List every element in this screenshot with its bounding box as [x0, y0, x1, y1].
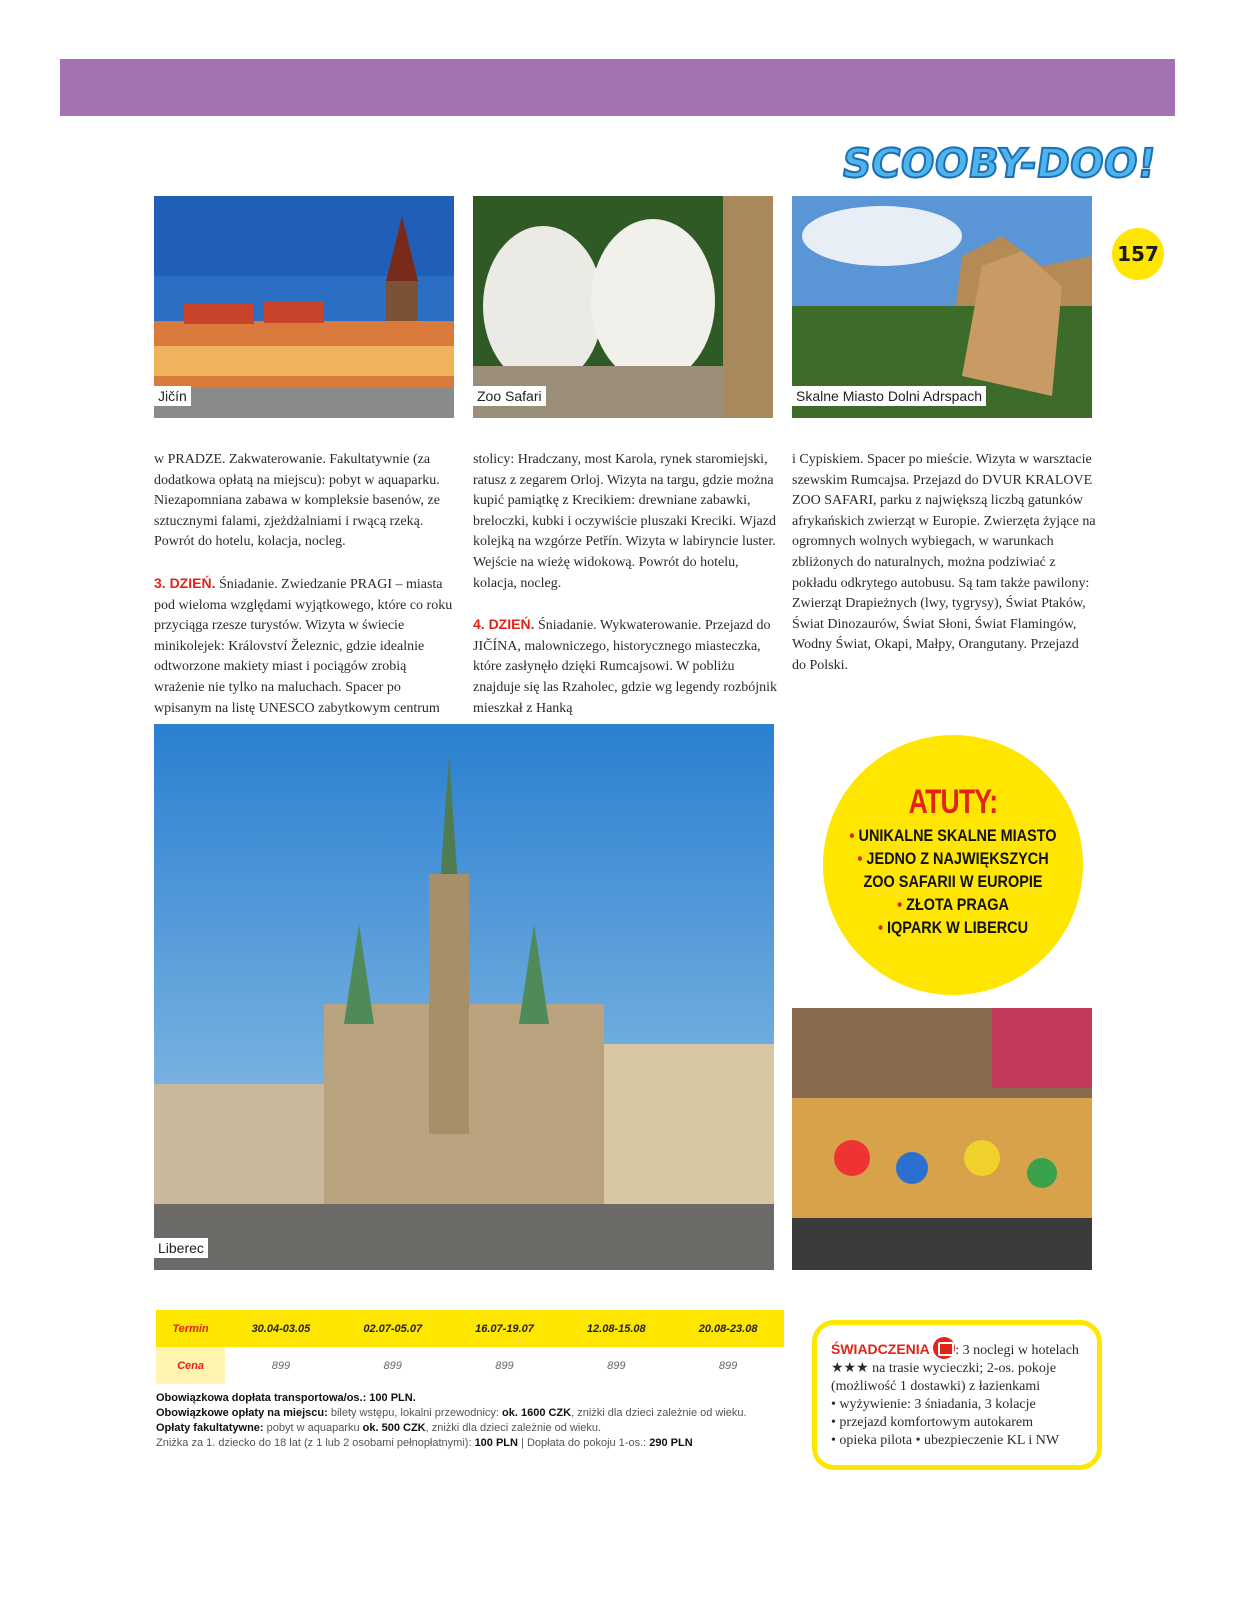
header-band [60, 59, 1175, 116]
price-table-row [156, 1347, 784, 1384]
swiadczenia-title: ŚWIADCZENIA [831, 1341, 930, 1357]
day3-text: Śniadanie. Zwiedzanie PRAGI – miasta pod wieloma względami wyjątkowego, które co roku przyciąga rzesze turystów. Wizyta w świecie minikolejek: Království Železnic, gdzie idealnie odtworzone makiety miast i pociągów zrobią wrażenie nie tylko na maluchach. Spacer po wpisanym na listę UNESCO zabytkowym centrum [154, 576, 453, 716]
price-cell: 899 [672, 1347, 784, 1384]
swiadczenia-line-5: • opieka pilota • ubezpieczenie KL i NW [831, 1433, 1060, 1448]
atuty-title: ATUTY: [908, 783, 998, 821]
swiadczenia-line-2: ★★★ na trasie wycieczki; 2-os. pokoje (możliwość 1 dostawki) z łazienkami [831, 1361, 1057, 1394]
photo-zoo-safari [473, 196, 773, 418]
note-discount: Zniżka za 1. dziecko do 18 lat (z 1 lub 2 osobami pełnopłatnymi): 100 PLN | Dopłata do pokoju 1-os.: 290 PLN [156, 1437, 693, 1449]
atuty-item: • IQPARK W LIBERCU [877, 918, 1029, 937]
caption-jicin: Jičín [154, 386, 191, 406]
note-transport: Obowiązkowa dopłata transportowa/os.: 100 PLN. [156, 1392, 416, 1404]
termin-label: Termin [156, 1310, 225, 1347]
term-cell: 02.07-05.07 [337, 1310, 449, 1347]
bus-icon [933, 1337, 955, 1359]
price-cell: 899 [560, 1347, 672, 1384]
caption-liberec: Liberec [154, 1238, 208, 1258]
price-cell: 899 [225, 1347, 337, 1384]
swiadczenia-line-1: ŚWIADCZENIA : 3 noclegi w hotelach [831, 1337, 1083, 1360]
page-number: 157 [1112, 228, 1164, 280]
atuty-badge [823, 735, 1083, 995]
day3-paragraph [154, 573, 458, 719]
text-column-1 [154, 450, 458, 739]
photo-liberec [154, 724, 774, 1270]
col3-paragraph: i Cypiskiem. Spacer po mieście. Wizyta w warsztacie szewskim Rumcajsa. Przejazd do DVUR KRALOVE ZOO SAFARI, parku z największą liczbą gatunków afrykańskich zwierząt w Europie. Zwierzęta żyjące na ogromnych wolnych wybiegach, w warunkach zbliżonych do naturalnych, można podziwiać z pokładu odkrytego autobusu. Są tam także pawilony: Zwierząt Drapieżnych (lwy, tygrysy), Świat Ptaków, Świat Dinozaurów, Świat Słoni, Świat Flamingów, Wodny Świat, Okapi, Małpy, Orangutany. Przejazd do Polski. [792, 452, 1096, 673]
atuty-list [823, 824, 1083, 939]
caption-zoo: Zoo Safari [473, 386, 546, 406]
swiadczenia-line-4: • przejazd komfortowym autokarem [831, 1415, 1033, 1430]
swiadczenia-line-3: • wyżywienie: 3 śniadania, 3 kolacje [831, 1397, 1036, 1412]
photo-skalne-miasto [792, 196, 1092, 418]
term-cell: 30.04-03.05 [225, 1310, 337, 1347]
day4-text: Śniadanie. Wykwaterowanie. Przejazd do JIČÍNA, malowniczego, historycznego miasteczka, które zasłynęło dzięki Rumcajsowi. W pobliżu znajduje się las Rzaholec, gdzie wg legendy rozbójnik mieszkał z Hanką [473, 618, 778, 716]
logo-text: SCOOBY-DOO! [839, 141, 1160, 187]
term-cell: 16.07-19.07 [449, 1310, 561, 1347]
day4-label: 4. DZIEŃ. [473, 616, 535, 633]
price-notes [156, 1391, 796, 1451]
term-cell: 12.08-15.08 [560, 1310, 672, 1347]
col1-paragraph: w PRADZE. Zakwaterowanie. Fakultatywnie (za dodatkowa opłatą na miejscu): pobyt w aquaparku. Niezapomniana zabawa w kompleksie basenów, ze sztucznymi falami, zjeżdżalniami i rwącą rzeką. Powrót do hotelu, kolacja, nocleg. [154, 452, 440, 550]
day4-paragraph [473, 614, 777, 719]
caption-skalne: Skalne Miasto Dolni Adrspach [792, 386, 986, 406]
price-table-header-row [156, 1310, 784, 1347]
price-cell: 899 [449, 1347, 561, 1384]
atuty-item: • ZŁOTA PRAGA [897, 895, 1009, 914]
price-cell: 899 [337, 1347, 449, 1384]
text-column-2 [473, 450, 777, 739]
cena-label: Cena [156, 1347, 225, 1384]
photo-jicin [154, 196, 454, 418]
price-table [156, 1310, 784, 1384]
swiadczenia-box [812, 1320, 1102, 1470]
scooby-doo-logo [839, 122, 1160, 197]
col2-paragraph: stolicy: Hradczany, most Karola, rynek staromiejski, ratusz z zegarem Orloj. Wizyta na targu, gdzie można kupić pamiątkę z Krecikiem: drewniane zabawki, breloczki, kubki i oczywiście pluszaki Kreciki. Wjazd kolejką na wzgórze Petřín. Wizyta w labiryncie luster. Wejście na wieżę widokową. Powrót do hotelu, kolacja, nocleg. [473, 452, 776, 591]
photo-market [792, 1008, 1092, 1270]
term-cell: 20.08-23.08 [672, 1310, 784, 1347]
atuty-item: • UNIKALNE SKALNE MIASTO [849, 826, 1057, 845]
day3-label: 3. DZIEŃ. [154, 574, 216, 591]
note-mandatory: Obowiązkowe opłaty na miejscu: bilety wstępu, lokalni przewodnicy: ok. 1600 CZK, zniżki dla dzieci zależnie od wieku. [156, 1407, 747, 1419]
note-optional: Opłaty fakultatywne: pobyt w aquaparku ok. 500 CZK, zniżki dla dzieci zależnie od wieku. [156, 1422, 602, 1434]
atuty-item: • JEDNO Z NAJWIĘKSZYCH ZOO SAFARII W EUROPIE [857, 849, 1049, 891]
text-column-3 [792, 450, 1096, 697]
